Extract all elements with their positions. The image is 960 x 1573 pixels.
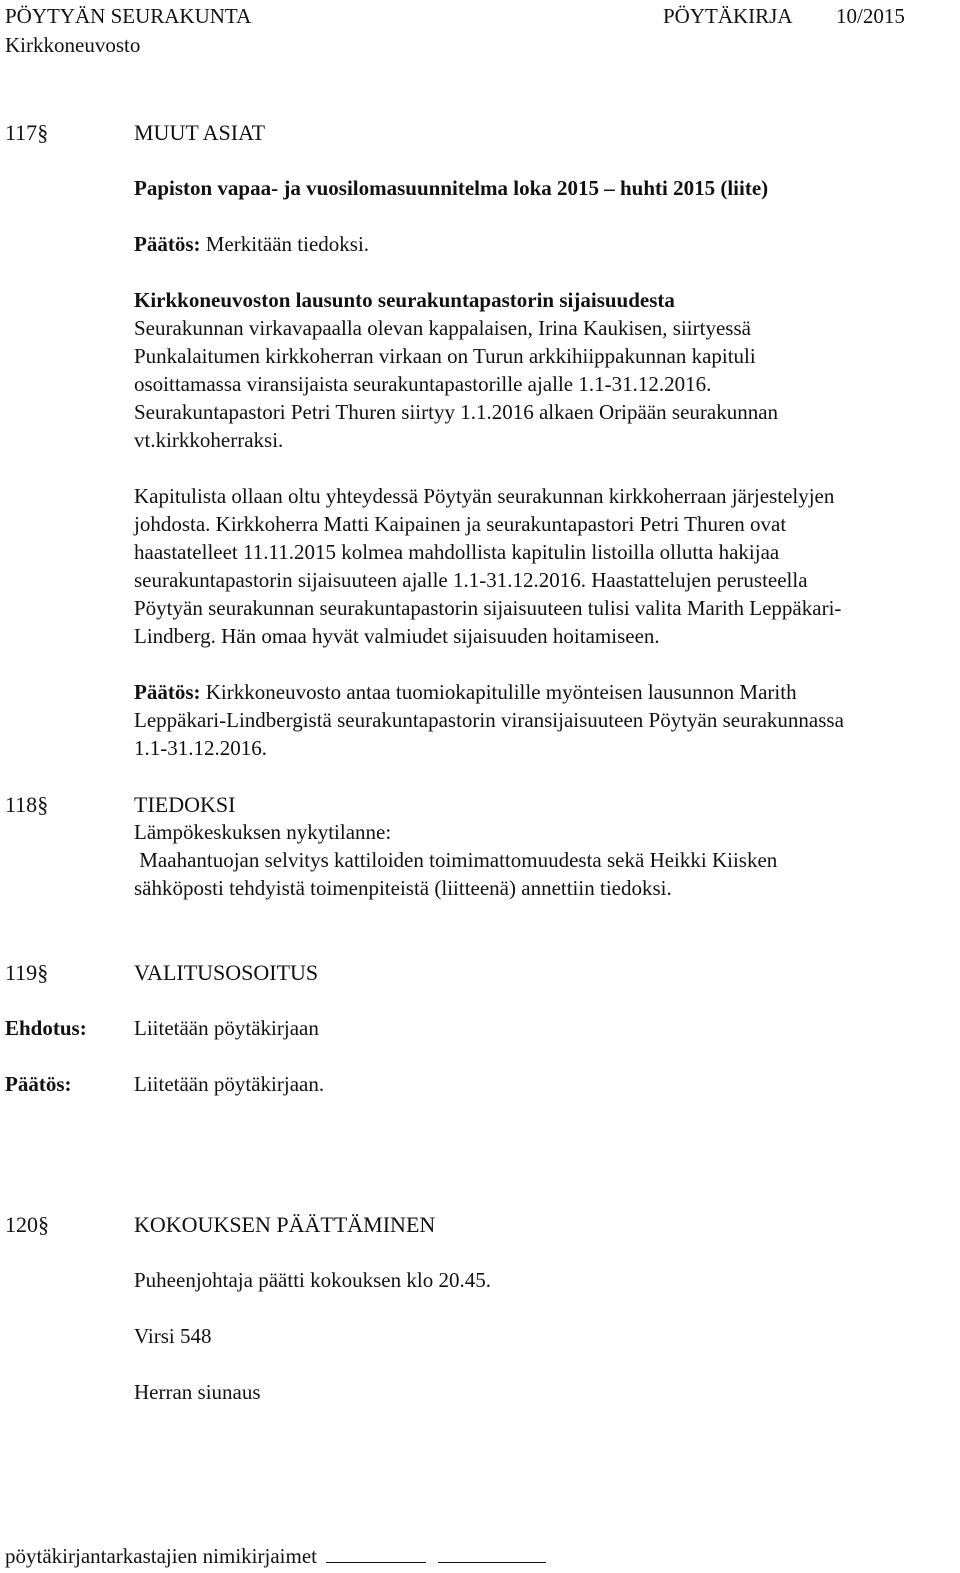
section-number-120: 120§: [5, 1212, 49, 1237]
section-number-118: 118§: [5, 792, 49, 817]
paragraph-line: Punkalaitumen kirkkoherran virkaan on Turun arkkihiippakunnan kapituli: [134, 344, 756, 368]
signature-line-2: [438, 1544, 546, 1563]
section-number-117: 117§: [5, 120, 49, 145]
proposal-text: Liitetään pöytäkirjaan: [134, 1016, 319, 1040]
paragraph-line: Pöytyän seurakunnan seurakuntapastorin sijaisuuteen tulisi valita Marith Leppäkari-: [134, 596, 842, 620]
signature-label: pöytäkirjantarkastajien nimikirjaimet: [5, 1544, 546, 1569]
hymn-line: Virsi 548: [134, 1324, 212, 1348]
header-doc-title: PÖYTÄKIRJA: [663, 4, 793, 28]
paragraph-line: Lindberg. Hän omaa hyvät valmiudet sijaisuuden hoitamiseen.: [134, 624, 660, 648]
header-doc-number: 10/2015: [836, 4, 905, 28]
item-decision-papiston-loma: Päätös: Merkitään tiedoksi.: [134, 232, 370, 256]
section-title-120: KOKOUKSEN PÄÄTTÄMINEN: [134, 1212, 436, 1237]
item-title-papiston-loma: Papiston vapaa- ja vuosilomasuunnitelma loka 2015 – huhti 2015 (liite): [134, 176, 769, 200]
blessing-line: Herran siunaus: [134, 1380, 261, 1404]
decision-line: Päätös: Kirkkoneuvosto antaa tuomiokapitulille myönteisen lausunnon Marith: [134, 680, 797, 704]
paragraph-line: johdosta. Kirkkoherra Matti Kaipainen ja seurakuntapastori Petri Thuren ovat: [134, 512, 787, 536]
paragraph-line: vt.kirkkoherraksi.: [134, 428, 284, 452]
decision-line: 1.1-31.12.2016.: [134, 736, 267, 760]
header-body: Kirkkoneuvosto: [5, 33, 141, 57]
paragraph-line: seurakuntapastorin sijaisuuteen ajalle 1.1-31.12.2016. Haastattelujen perusteella: [134, 568, 808, 592]
paragraph-line: Kapitulista ollaan oltu yhteydessä Pöytyän seurakunnan kirkkoherraan järjestelyjen: [134, 484, 835, 508]
paragraph-line: Seurakunnan virkavapaalla olevan kappalaisen, Irina Kaukisen, siirtyessä: [134, 316, 751, 340]
proposal-label: Ehdotus:: [5, 1016, 87, 1040]
header-org: PÖYTYÄN SEURAKUNTA: [5, 4, 252, 28]
paragraph-line: haastatelleet 11.11.2015 kolmea mahdollista kapitulin listoilla ollutta hakijaa: [134, 540, 780, 564]
section-title-117: MUUT ASIAT: [134, 120, 266, 145]
item-title-lausunto: Kirkkoneuvoston lausunto seurakuntapastorin sijaisuudesta: [134, 288, 675, 312]
paragraph-line: osoittamassa viransijaista seurakuntapastorille ajalle 1.1-31.12.2016.: [134, 372, 712, 396]
decision-line: Leppäkari-Lindbergistä seurakuntapastorin viransijaisuuteen Pöytyän seurakunnassa: [134, 708, 844, 732]
section-number-119: 119§: [5, 960, 49, 985]
info-line: Maahantuojan selvitys kattiloiden toimimattomuudesta sekä Heikki Kiisken: [134, 848, 778, 872]
closing-line: Puheenjohtaja päätti kokouksen klo 20.45.: [134, 1268, 491, 1292]
section-title-118: TIEDOKSI: [134, 792, 236, 817]
info-line: Lämpökeskuksen nykytilanne:: [134, 820, 392, 844]
paragraph-line: Seurakuntapastori Petri Thuren siirtyy 1.1.2016 alkaen Oripään seurakunnan: [134, 400, 779, 424]
decision-label: Päätös:: [5, 1072, 72, 1096]
decision-text: Liitetään pöytäkirjaan.: [134, 1072, 325, 1096]
signature-line-1: [326, 1544, 426, 1563]
section-title-119: VALITUSOSOITUS: [134, 960, 319, 985]
info-line: sähköposti tehdyistä toimenpiteistä (liitteenä) annettiin tiedoksi.: [134, 876, 672, 900]
